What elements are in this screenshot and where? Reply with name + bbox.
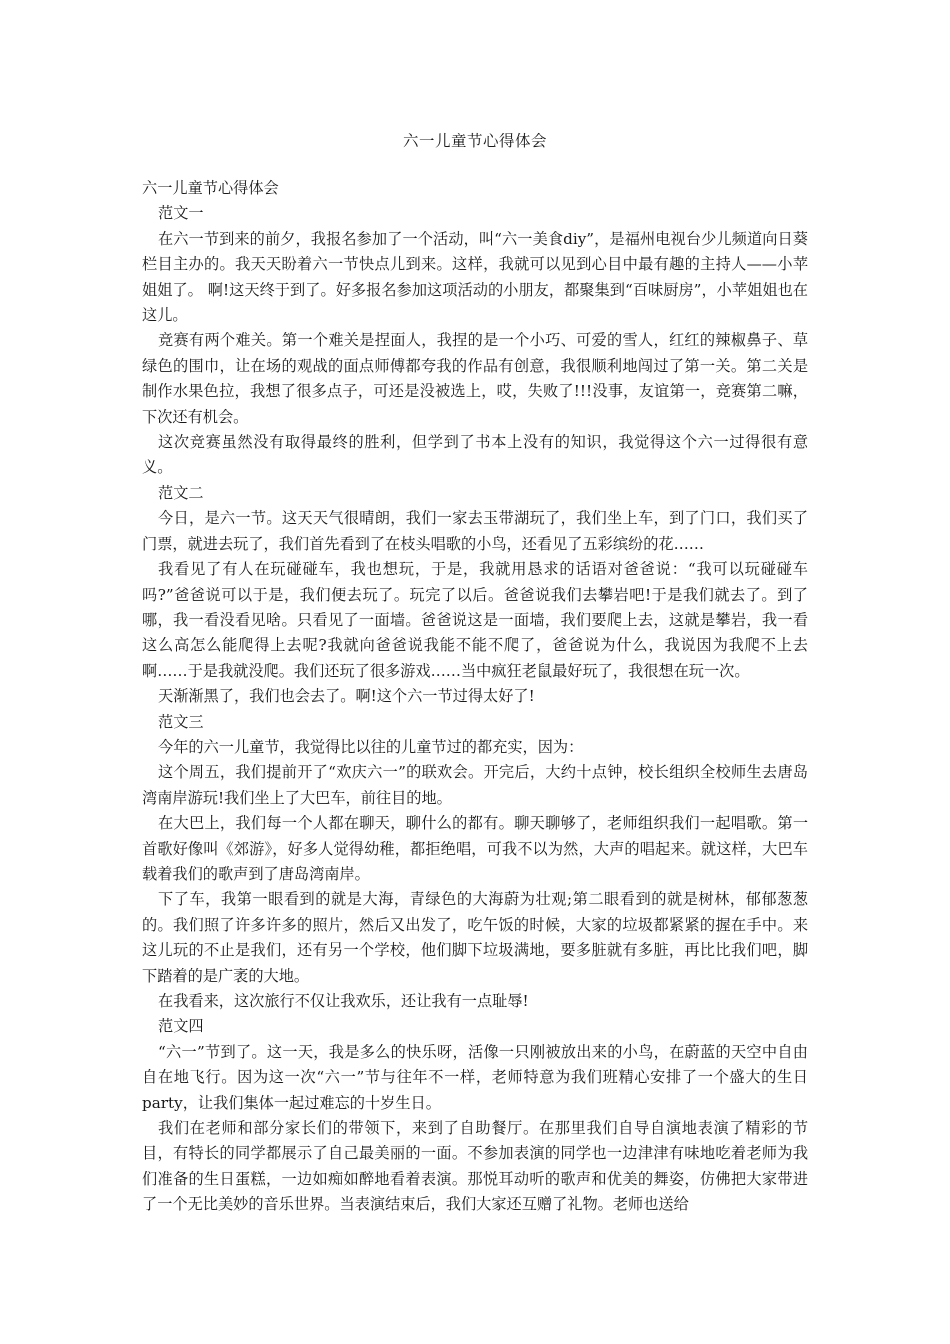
paragraph: 我们在老师和部分家长们的带领下，来到了自助餐厅。在那里我们自导自演地表演了精彩的节目，有特长的同学都展示了自己最美丽的一面。不参加表演的同学也一边津津有味地吃着老师为我们准备的生日蛋糕，一边如痴如醉地看着表演。那悦耳动听的歌声和优美的舞姿，仿佛把大家带进了一个无比美妙的音乐世界。当表演结束后，我们大家还互赠了礼物。老师也送给	[142, 1119, 808, 1214]
section-label-1: 范文一	[158, 204, 204, 223]
paragraph: 今日，是六一节。这天天气很晴朗，我们一家去玉带湖玩了，我们坐上车，到了门口，我们买了门票，就进去玩了，我们首先看到了在枝头唱歌的小鸟，还看见了五彩缤纷的花……	[142, 509, 808, 553]
paragraph: 这个周五，我们提前开了“欢庆六一”的联欢会。开完后，大约十点钟，校长组织全校师生去唐岛湾南岸游玩!我们坐上了大巴车，前往目的地。	[142, 763, 808, 807]
paragraph: 这次竞赛虽然没有取得最终的胜利，但学到了书本上没有的知识，我觉得这个六一过得很有意义。	[142, 433, 808, 477]
paragraph: 下了车，我第一眼看到的就是大海，青绿色的大海蔚为壮观;第二眼看到的就是树林，郁郁葱葱的。我们照了许多许多的照片，然后又出发了，吃午饭的时候，大家的垃圾都紧紧的握在手中。来这儿玩的不止是我们，还有另一个学校，他们脚下垃圾满地，要多脏就有多脏，再比比我们吧，脚下踏着的是广袤的大地。	[142, 890, 808, 985]
paragraph: 竞赛有两个难关。第一个难关是捏面人，我捏的是一个小巧、可爱的雪人，红红的辣椒鼻子、草绿色的围巾，让在场的观战的面点师傅都夸我的作品有创意，我很顺利地闯过了第一关。第二关是制作水果色拉，我想了很多点子，可还是没被选上，哎，失败了!!!没事，友谊第一，竞赛第二嘛，下次还有机会。	[142, 331, 808, 426]
paragraph: 我看见了有人在玩碰碰车，我也想玩，于是，我就用恳求的话语对爸爸说：“我可以玩碰碰车吗?”爸爸说可以于是，我们便去玩了。玩完了以后。爸爸说我们去攀岩吧!于是我们就去了。到了哪，我一看没看见啥。只看见了一面墙。爸爸说这是一面墙，我们要爬上去，这就是攀岩，我一看这么高怎么能爬得上去呢?我就向爸爸说我能不能不爬了，爸爸说为什么，我说因为我爬不上去啊……于是我就没爬。我们还玩了很多游戏……当中疯狂老鼠最好玩了，我很想在玩一次。	[142, 560, 808, 680]
document-title: 六一儿童节心得体会	[402, 132, 547, 150]
paragraph: 在我看来，这次旅行不仅让我欢乐，还让我有一点耻辱!	[158, 992, 529, 1010]
paragraph: 在六一节到来的前夕，我报名参加了一个活动，叫“六一美食diy”，是福州电视台少儿频道向日葵栏目主办的。我天天盼着六一节快点儿到来。这样，我就可以见到心目中最有趣的主持人——小苹姐姐了。 啊!这天终于到了。好多报名参加这项活动的小朋友，都聚集到“百味厨房”，小苹姐姐也在这儿。	[142, 229, 808, 325]
document-heading: 六一儿童节心得体会	[142, 179, 279, 197]
document-body	[142, 176, 808, 1218]
paragraph: 在大巴上，我们每一个人都在聊天，聊什么的都有。聊天聊够了，老师组织我们一起唱歌。第一首歌好像叫《郊游》，好多人觉得幼稚，都拒绝唱，可我不以为然，大声的唱起来。就这样，大巴车载着我们的歌声到了唐岛湾南岸。	[142, 814, 808, 883]
section-label-4: 范文四	[158, 1017, 204, 1036]
paragraph: 天渐渐黑了，我们也会去了。啊!这个六一节过得太好了!	[158, 687, 535, 706]
paragraph: 今年的六一儿童节，我觉得比以往的儿童节过的都充实，因为：	[158, 737, 584, 756]
paragraph: “六一”节到了。这一天，我是多么的快乐呀，活像一只刚被放出来的小鸟，在蔚蓝的天空中自由自在地飞行。因为这一次“六一”节与往年不一样，老师特意为我们班精心安排了一个盛大的生日party，让我们集体一起过难忘的十岁生日。	[142, 1042, 808, 1112]
section-label-2: 范文二	[158, 483, 204, 502]
section-label-3: 范文三	[158, 712, 204, 731]
